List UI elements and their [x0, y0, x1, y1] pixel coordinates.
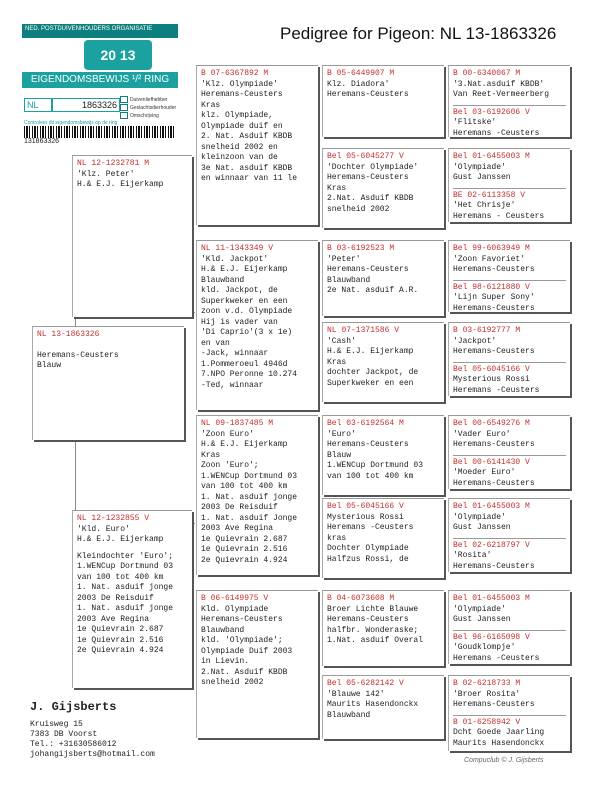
footer-credit: Compuclub © J. Gijsberts: [464, 757, 544, 764]
subject-pigeon: NL 13-1863326 Heremans-Ceusters Blauw: [32, 326, 184, 440]
ancestor-g4-pair: Bel 00-6549276 M 'Vader Euro' Heremans-Ceusters Bel 00-6141430 V 'Moeder Euro' Heremans-Ceusters: [448, 415, 570, 489]
dam-pigeon: NL 12-1232855 V 'Kld. Euro' H.& E.J. Eijerkamp Kleindochter 'Euro'; 1.WENCup Dortmund 03 van 100 tot 400 km 1. Nat. asduif jonge 2003 De Reisduif 1. Nat. asduif jonge 2003 Ave Regina 1e Quievrain 2.687 1e Quievrain 2.516 2e Quievrain 4.924: [72, 510, 192, 688]
ring-year: 20 13: [84, 40, 152, 70]
certificate-heading: EIGENDOMSBEWIJS ¹/² RING: [22, 72, 178, 88]
granddam-maternal: B 06-6149975 V Kld. Olympiade Heremans-Ceusters Blauwband kld. 'Olympiade'; Olympiade Duif 2003 in Lievin. 2.Nat. Asduif KBDB snelheid 2002: [196, 590, 318, 738]
ring-legend: Duivenliefhebber Geslachtsdierhouder Omschrijving: [120, 96, 176, 120]
ancestor-g3: Bel 03-6192564 M 'Euro' Heremans-Ceusters Blauw 1.WENCup Dortmund 03 van 100 tot 400 km: [322, 415, 444, 495]
ancestor-g3: B 05-6449907 M Klz. Diadora' Heremans-Ceusters: [322, 65, 444, 137]
ring-label: NL 12-1232781 M: [77, 159, 150, 168]
ancestor-g4-pair: Bel 01-6455003 M 'Olympiade' Gust Janssen BE 02-6113358 V 'Het Chrisje' Heremans - Ceusters: [448, 148, 570, 222]
breeder-address: Kruisweg 15: [30, 720, 83, 729]
breeder-city: 7383 DB Voorst: [30, 730, 98, 739]
ancestor-g4-pair: Bel 01-6455003 M 'Olympiade' Gust Janssen Bel 02-6218797 V 'Rosita' Heremans-Ceusters: [448, 498, 570, 572]
ancestor-g4-pair: B 02-6218733 M 'Broer Rosita' Heremans-Ceusters B 01-6258942 V Dcht Goede Jaarling Maurits Hasendonckx: [448, 675, 570, 751]
grandsire-paternal: B 07-6367892 M 'Klz. Olympiade' Heremans-Ceusters Kras klz. Olympiade, Olympiade duif en 2. Nat. Asduif KBDB snelheid 2002 en kleinzoon van de 3e Nat. asduif KBDB en winnaar van 11 le: [196, 65, 318, 225]
ring-country: NL: [24, 98, 52, 112]
ring-label: NL 09-1837485 M: [201, 419, 274, 428]
ancestor-g4-pair: B 03-6192777 M 'Jackpot' Heremans-Ceusters Bel 05-6045166 V Mysterious Rossi Heremans -Ceusters: [448, 322, 570, 396]
connector: [75, 440, 76, 510]
ring-certificate: [22, 24, 178, 148]
ancestor-g3: B 04-6073608 M Broer Lichte Blauwe Heremans-Ceusters halfbr. Wonderaske; 1.Nat. asduif Overal: [322, 590, 444, 666]
page-title: Pedigree for Pigeon: NL 13-1863326: [280, 24, 557, 43]
sire-pigeon: NL 12-1232781 M 'Klz. Peter' H.& E.J. Eijerkamp: [72, 155, 192, 317]
ancestor-g3: Bel 05-6282142 V 'Blauwe 142' Maurits Hasendonckx Blauwband: [322, 675, 444, 739]
ancestor-g4-pair: Bel 01-6455003 M 'Olympiade' Gust Janssen Bel 96-6165098 V 'Goudklompje' Heremans -Ceusters: [448, 590, 570, 664]
ring-label: B 06-6149975 V: [201, 594, 269, 603]
breeder-info: [30, 700, 155, 760]
ancestor-g3: Bel 05-6045277 V 'Dochter Olympiade' Heremans-Ceusters Kras 2.Nat. Asduif KBDB snelheid 2002: [322, 148, 444, 228]
breeder-email[interactable]: johangijsberts@hotmail.com: [30, 750, 155, 759]
ancestor-g3: Bel 05-6045166 V Mysterious Rossi Heremans -Ceusters kras Dochter Olympiade Halfzus Rossi, de: [322, 498, 444, 578]
breeder-phone: Tel.: +31630586012: [30, 740, 117, 749]
org-name: NED. POSTDUIVENHOUDERS ORGANISATIE: [22, 24, 178, 38]
grandsire-maternal: NL 09-1837485 M 'Zoon Euro' H.& E.J. Eijerkamp Kras Zoon 'Euro'; 1.WENCup Dortmund 03 van 100 tot 400 km 1. Nat. asduif jonge 2003 De Reisduif 1. Nat. asduif Jonge 2003 Ave Regina 1e Quievrain 2.687 1e Quievrain 2.516 2e Quievrain 4.924: [196, 415, 318, 575]
ring-small-text: Controleer dit eigendomsbewijs op de ring: [24, 120, 118, 126]
ring-label: NL 11-1343349 V: [201, 244, 274, 253]
barcode-number: 131863326: [24, 138, 60, 145]
ancestor-g4-pair: Bel 99-6063949 M 'Zoon Favoriet' Heremans-Ceusters Bel 98-6121880 V 'Lijn Super Sony' Heremans-Ceusters: [448, 240, 570, 312]
breeder-name: J. Gijsberts: [30, 700, 117, 714]
ring-label: NL 12-1232855 V: [77, 514, 150, 523]
granddam-paternal: NL 11-1343349 V 'Kld. Jackpot' H.& E.J. Eijerkamp Blauwband kld. Jackpot, de Superkweker en een zoon v.d. Olympiade Hij is vader van 'Di Caprio'(3 x 1e) en van -Jack, winnaar 1.Pommeroeul 4946d 7.NPO Peronne 10.274 -Ted, winnaar: [196, 240, 318, 410]
ancestor-g3: NL 07-1371586 V 'Cash' H.& E.J. Eijerkamp Kras dochter Jackpot, de Superkweker en een: [322, 322, 444, 402]
barcode: [24, 126, 174, 138]
ring-label: NL 13-1863326: [37, 330, 100, 339]
ring-label: B 07-6367892 M: [201, 69, 269, 78]
ancestor-g3: B 03-6192523 M 'Peter' Heremans-Ceusters Blauwband 2e Nat. asduif A.R.: [322, 240, 444, 316]
ring-number: 1863326: [52, 98, 120, 112]
ancestor-g4-pair: B 00-6340067 M '3.Nat.asduif KBDB' Van Reet-Vermeerberg Bel 03-6192606 V 'Flitske' Heremans -Ceusters: [448, 65, 570, 137]
